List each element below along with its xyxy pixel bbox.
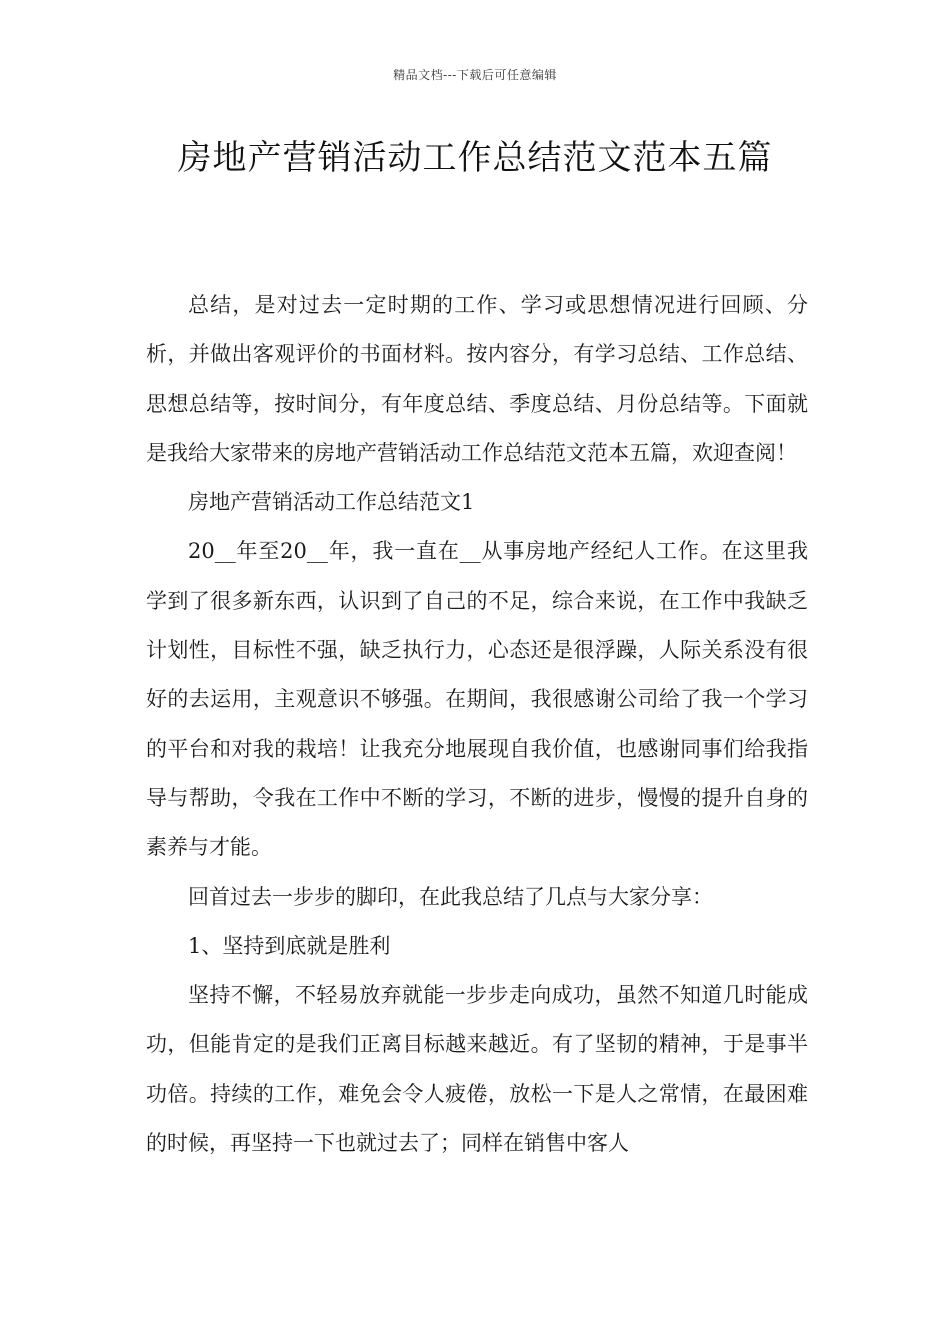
subheading: 1、坚持到底就是胜利 <box>188 933 391 958</box>
document-body <box>146 281 808 1168</box>
paragraph-intro: 总结，是对过去一定时期的工作、学习或思想情况进行回顾、分析，并做出客观评价的书面材料。按内容分，有学习总结、工作总结、思想总结等，按时间分，有年度总结、季度总结、月份总结等。下面就是我给大家带来的房地产营销活动工作总结范文范本五篇，欢迎查阅！ <box>146 293 808 465</box>
section-heading: 房地产营销活动工作总结范文1 <box>188 490 475 515</box>
header-note: 精品文档---下载后可任意编辑 <box>393 68 557 82</box>
document-title: 房地产营销活动工作总结范文范本五篇 <box>177 138 773 178</box>
paragraph: 坚持不懈，不轻易放弃就能一步步走向成功，虽然不知道几时能成功，但能肯定的是我们正离目标越来越近。有了坚韧的精神，于是事半功倍。持续的工作，难免会令人疲倦，放松一下是人之常情，在最困难的时候，再坚持一下也就过去了；同样在销售中客人 <box>146 983 808 1156</box>
paragraph: 回首过去一步步的脚印，在此我总结了几点与大家分享： <box>188 884 713 909</box>
paragraph: 20__年至20__年，我一直在__从事房地产经纪人工作。在这里我学到了很多新东西，认识到了自己的不足，综合来说，在工作中我缺乏计划性，目标性不强，缺乏执行力，心态还是很浮躁，人际关系没有很好的去运用，主观意识不够强。在期间，我很感谢公司给了我一个学习的平台和对我的栽培！让我充分地展现自我价值，也感谢同事们给我指导与帮助，令我在工作中不断的学习，不断的进步，慢慢的提升自身的素养与才能。 <box>146 539 808 860</box>
